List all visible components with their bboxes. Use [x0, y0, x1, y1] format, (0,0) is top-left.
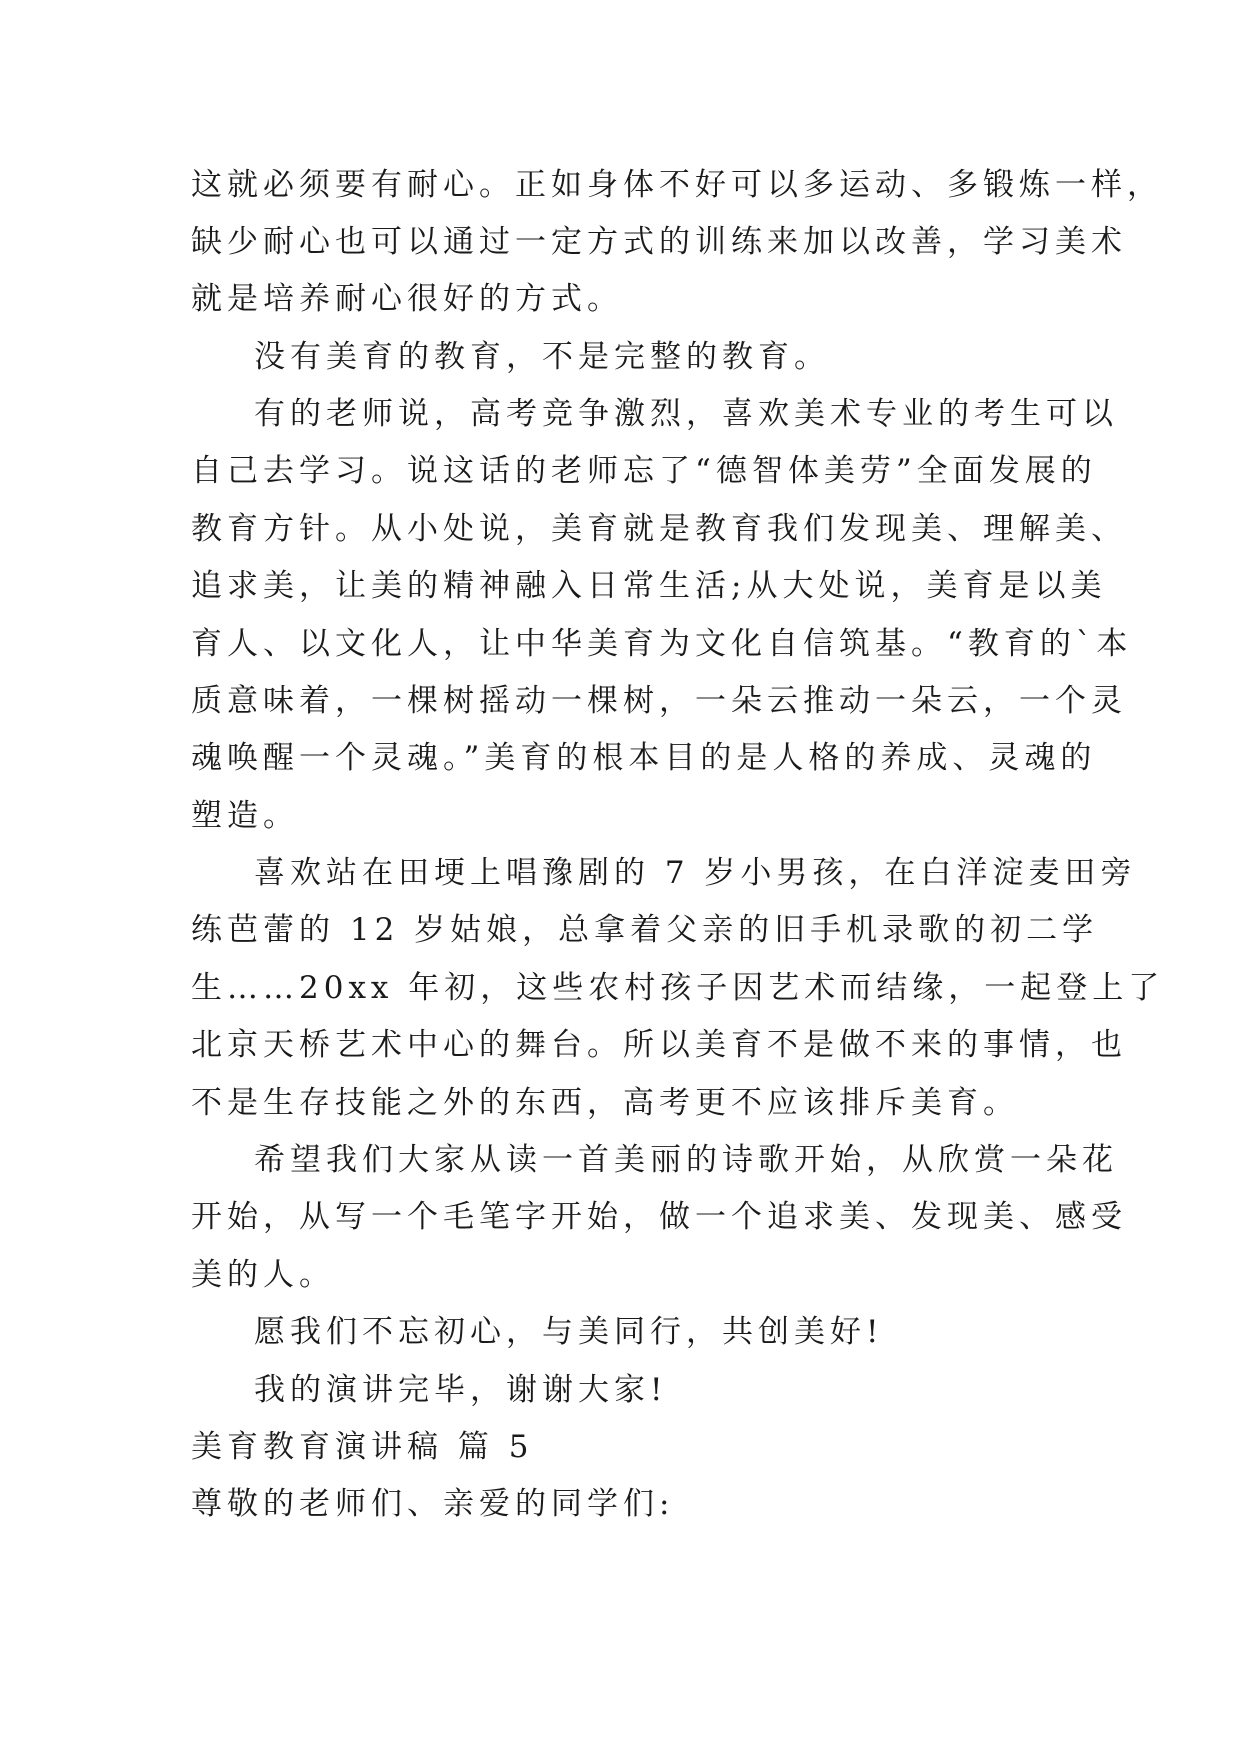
paragraph-line: 教育方针。从小处说，美育就是教育我们发现美、理解美、 [191, 511, 1127, 547]
paragraph-line: 育人、以文化人，让中华美育为文化自信筑基。“教育的`本 [191, 626, 1133, 662]
paragraph-line: 我的演讲完毕，谢谢大家! [254, 1372, 668, 1408]
paragraph-line: 追求美，让美的精神融入日常生活;从大处说，美育是以美 [191, 568, 1107, 604]
paragraph-line: 喜欢站在田埂上唱豫剧的 7 岁小男孩，在白洋淀麦田旁 [254, 855, 1137, 891]
salutation-line: 尊敬的老师们、亲爱的同学们: [191, 1486, 675, 1522]
paragraph-line: 愿我们不忘初心，与美同行，共创美好! [254, 1314, 884, 1350]
paragraph-line: 练芭蕾的 12 岁姑娘，总拿着父亲的旧手机录歌的初二学 [191, 912, 1099, 948]
paragraph-line: 缺少耐心也可以通过一定方式的训练来加以改善，学习美术 [191, 224, 1127, 260]
paragraph-line: 生……20xx 年初，这些农村孩子因艺术而结缘，一起登上了 [191, 970, 1165, 1006]
paragraph-line: 质意味着，一棵树摇动一棵树，一朵云推动一朵云，一个灵 [191, 683, 1127, 719]
paragraph-line: 没有美育的教育，不是完整的教育。 [254, 339, 830, 375]
paragraph-line: 塑造。 [191, 798, 299, 834]
paragraph-line: 魂唤醒一个灵魂。”美育的根本目的是人格的养成、灵魂的 [191, 740, 1097, 776]
section-heading: 美育教育演讲稿 篇 5 [191, 1429, 534, 1465]
paragraph-line: 希望我们大家从读一首美丽的诗歌开始，从欣赏一朵花 [254, 1142, 1118, 1178]
paragraph-line: 自己去学习。说这话的老师忘了“德智体美劳”全面发展的 [191, 453, 1097, 489]
paragraph-line: 就是培养耐心很好的方式。 [191, 281, 623, 317]
paragraph-line: 开始，从写一个毛笔字开始，做一个追求美、发现美、感受 [191, 1199, 1127, 1235]
paragraph-line: 美的人。 [191, 1257, 335, 1293]
paragraph-line: 不是生存技能之外的东西，高考更不应该排斥美育。 [191, 1085, 1019, 1121]
paragraph-line: 这就必须要有耐心。正如身体不好可以多运动、多锻炼一样， [191, 167, 1163, 203]
paragraph-line: 北京天桥艺术中心的舞台。所以美育不是做不来的事情，也 [191, 1027, 1127, 1063]
paragraph-line: 有的老师说，高考竞争激烈，喜欢美术专业的考生可以 [254, 396, 1118, 432]
